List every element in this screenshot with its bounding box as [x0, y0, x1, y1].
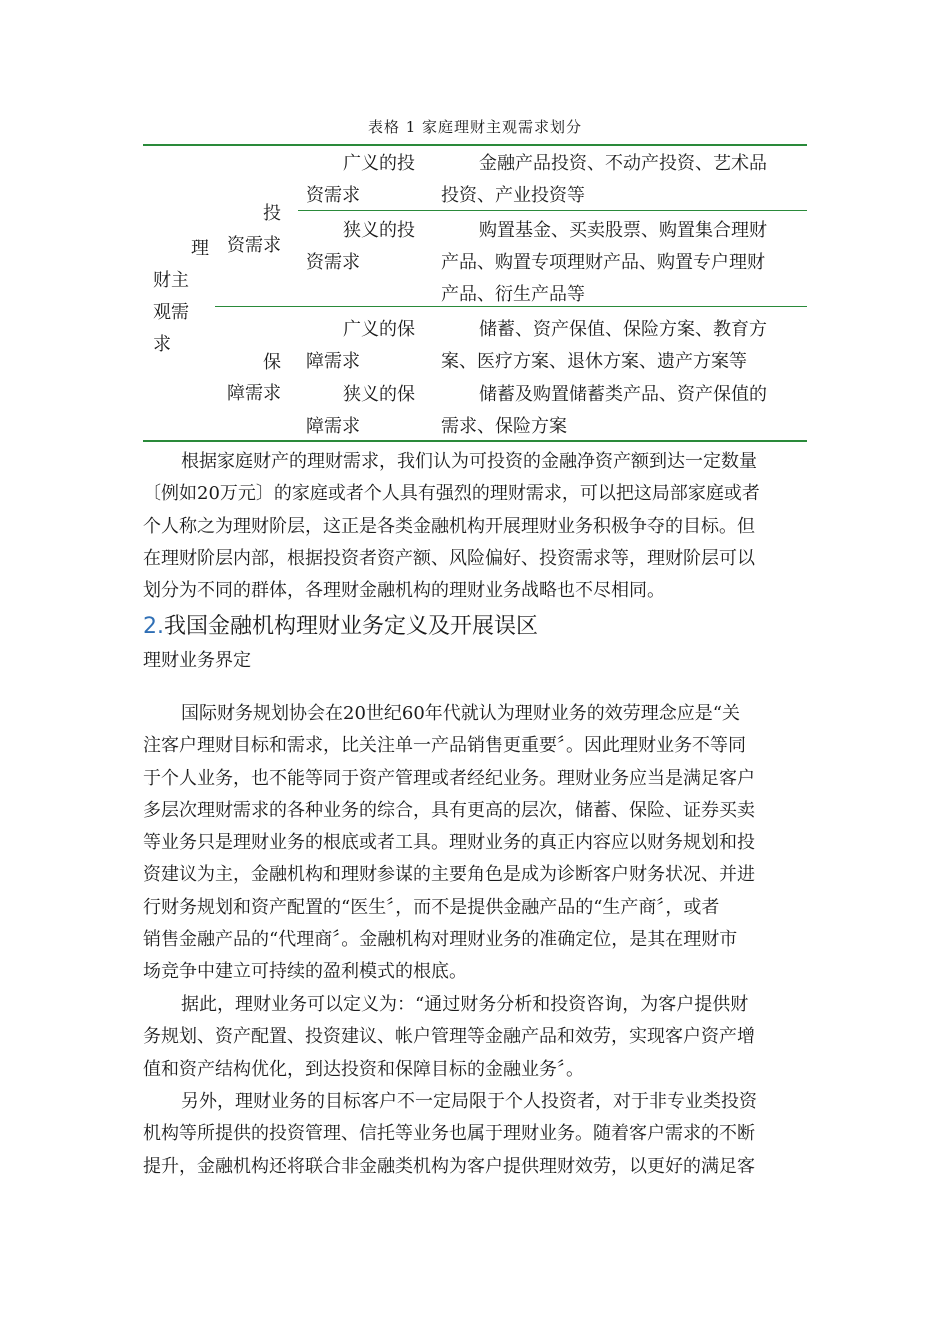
section-title: 我国金融机构理财业务定义及开展误区 — [164, 614, 539, 639]
root-category-line: 求 — [153, 334, 171, 355]
group-protection-line: 保 — [263, 352, 281, 373]
text-line: 于个人业务，也不能等同于资产管理或者经纪业务。理财业务应当是满足客户 — [143, 767, 755, 789]
row-desc-line: 储蓄、资产保值、保险方案、教育方 — [479, 319, 767, 340]
root-category-line: 理 — [191, 238, 209, 259]
text-line: 场竞争中建立可持续的盈利模式的根底。 — [143, 961, 467, 983]
text-line: 〔例如20万元〕的家庭或者个人具有强烈的理财需求，可以把这局部家庭或者 — [143, 483, 760, 505]
text-line: 值和资产结构优化，到达投资和保障目标的金融业务〞。 — [143, 1058, 584, 1080]
row-type-line: 狭义的保 — [343, 384, 415, 405]
row-desc-line: 需求、保险方案 — [441, 416, 567, 437]
text-line: 提升，金融机构还将联合非金融类机构为客户提供理财效劳，以更好的满足客 — [143, 1155, 755, 1177]
text-line: 划分为不同的群体，各理财金融机构的理财业务战略也不尽相同。 — [143, 580, 665, 602]
row-type-line: 障需求 — [306, 351, 360, 372]
row-desc-line: 金融产品投资、不动产投资、艺术品 — [479, 153, 767, 174]
section-number: 2. — [143, 614, 164, 639]
paragraph-target-clients — [143, 1086, 809, 1183]
text-line: 另外，理财业务的目标客户不一定局限于个人投资者，对于非专业类投资 — [181, 1091, 757, 1112]
group-investment-line: 资需求 — [227, 235, 281, 256]
row-type-line: 广义的投 — [343, 153, 415, 174]
text-line: 注客户理财目标和需求，比关注单一产品销售更重要〞。因此理财业务不等同 — [143, 735, 746, 757]
text-line: 资建议为主，金融机构和理财参谋的主要角色是成为诊断客户财务状况、并进 — [143, 864, 755, 886]
root-category-line: 观需 — [153, 302, 189, 323]
row-type-line: 广义的保 — [343, 319, 415, 340]
text-line: 在理财阶层内部，根据投资者资产额、风险偏好、投资需求等，理财阶层可以 — [143, 547, 755, 569]
text-line: 行财务规划和资产配置的“医生〞，而不是提供金融产品的“生产商〞，或者 — [143, 896, 720, 918]
text-line: 根据家庭财产的理财需求，我们认为可投资的金融净资产额到达一定数量 — [181, 451, 757, 472]
text-line: 个人称之为理财阶层，这正是各类金融机构开展理财业务积极争夺的目标。但 — [143, 515, 755, 537]
text-line: 多层次理财需求的各种业务的综合，具有更高的层次，储蓄、保险、证券买卖 — [143, 799, 755, 821]
paragraph-wealth-class — [143, 446, 809, 607]
group-protection-line: 障需求 — [227, 383, 281, 404]
text-line: 销售金融产品的“代理商〞。金融机构对理财业务的准确定位，是其在理财市 — [143, 929, 738, 951]
table-caption: 表格 1 家庭理财主观需求划分 — [367, 118, 583, 136]
paragraph-definition — [143, 989, 809, 1086]
row-desc-line: 储蓄及购置储蓄类产品、资产保值的 — [479, 384, 767, 405]
row-type-line: 资需求 — [306, 252, 360, 273]
text-line: 务规划、资产配置、投资建议、帐户管理等金融产品和效劳，实现客户资产增 — [143, 1026, 755, 1048]
paragraph-definition-context — [143, 698, 809, 989]
section-heading — [143, 611, 538, 643]
demand-classification-table — [143, 142, 807, 442]
row-type-line: 狭义的投 — [343, 220, 415, 241]
row-desc-line: 案、医疗方案、退休方案、遗产方案等 — [441, 351, 747, 372]
root-category-line: 财主 — [153, 270, 189, 291]
row-type-line: 障需求 — [306, 416, 360, 437]
text-line: 机构等所提供的投资管理、信托等业务也属于理财业务。随着客户需求的不断 — [143, 1123, 755, 1145]
row-desc-line: 产品、购置专项理财产品、购置专户理财 — [441, 252, 765, 273]
row-desc-line: 投资、产业投资等 — [441, 185, 585, 206]
row-type-line: 资需求 — [306, 185, 360, 206]
subsection-heading: 理财业务界定 — [143, 650, 251, 671]
table-top-rule — [143, 144, 807, 146]
text-line: 等业务只是理财业务的根底或者工具。理财业务的真正内容应以财务规划和投 — [143, 832, 755, 854]
row-desc-line: 购置基金、买卖股票、购置集合理财 — [479, 220, 767, 241]
group-investment-line: 投 — [263, 203, 281, 224]
text-line: 国际财务规划协会在20世纪60年代就认为理财业务的效劳理念应是“关 — [181, 703, 741, 724]
text-line: 据此，理财业务可以定义为：“通过财务分析和投资咨询，为客户提供财 — [181, 994, 749, 1015]
row-desc-line: 产品、衍生产品等 — [441, 284, 585, 305]
